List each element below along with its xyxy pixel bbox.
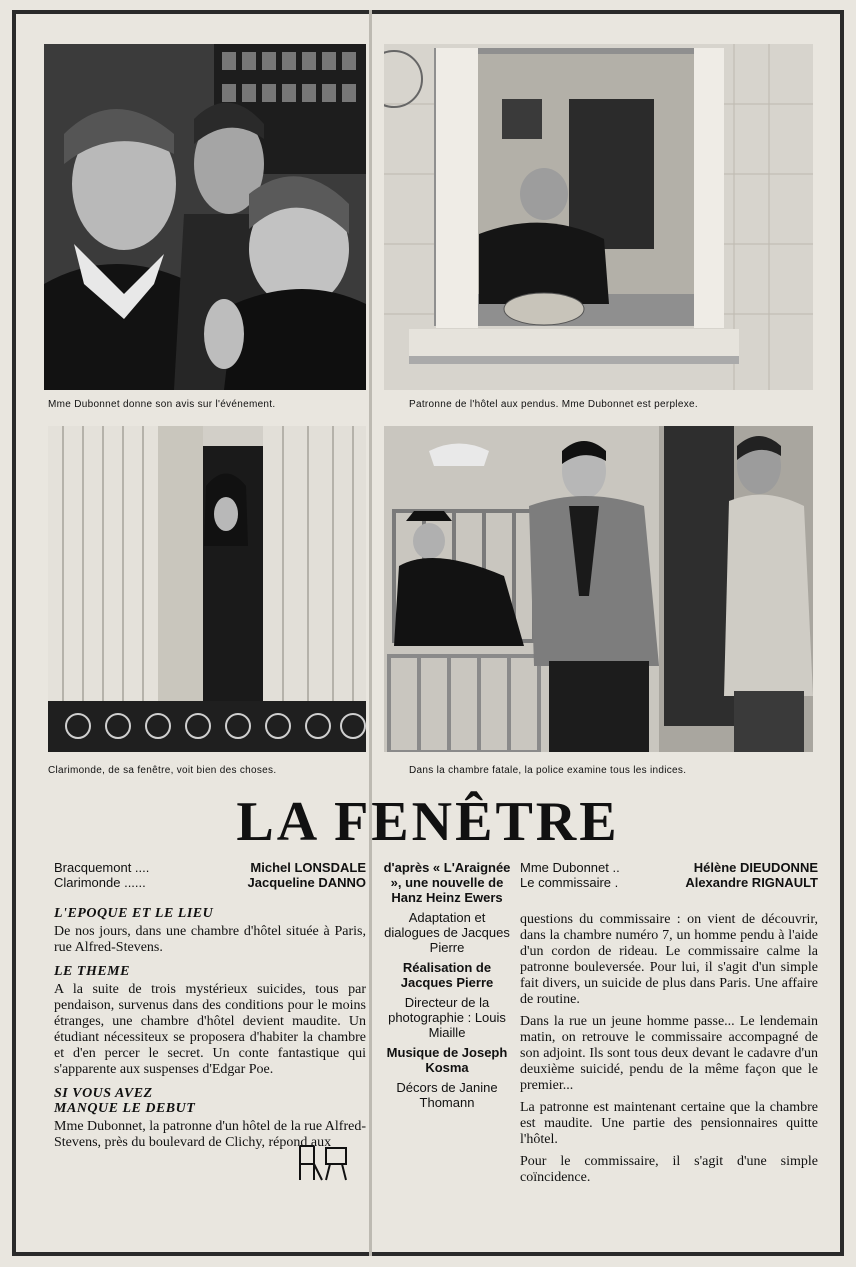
cast-row xyxy=(520,860,818,875)
cast-actor: Hélène DIEUDONNE xyxy=(693,860,818,875)
section-text: De nos jours, dans une chambre d'hôtel située à Paris, rue Alfred-Stevens. xyxy=(54,923,366,955)
photo-caption: Dans la chambre fatale, la police examine tous les indices. xyxy=(409,765,687,776)
cast-actor: Jacqueline DANNO xyxy=(247,875,366,890)
cast-row xyxy=(520,875,818,890)
cast-row xyxy=(54,875,366,890)
cast-actor: Michel LONSDALE xyxy=(250,860,366,875)
chair-icon xyxy=(296,1142,352,1182)
story-paragraph: La patronne est maintenant certaine que la chambre est maudite. Une partie des pensionnaires quitte l'hôtel. xyxy=(520,1100,818,1147)
left-column xyxy=(54,860,366,1157)
photo-caption: Clarimonde, de sa fenêtre, voit bien des choses. xyxy=(48,765,277,776)
story-paragraph: Dans la rue un jeune homme passe... Le lendemain matin, on retrouve le commissaire accompagné de son adjoint. Ils sont tous deux devant le cadavre d'un deuxième suicidé, pendu de la même façon que le premier... xyxy=(520,1014,818,1093)
photo-dubonnet-conversation xyxy=(44,44,366,390)
section-text: Mme Dubonnet, la patronne d'un hôtel de la rue Alfred-Stevens, près du boulevard de Clichy, répond aux xyxy=(54,1119,366,1151)
section-heading: LE THEME xyxy=(54,963,130,979)
credit-entry: Décors de Janine Thomann xyxy=(396,1080,498,1110)
credits-column xyxy=(380,860,514,1115)
section-text: A la suite de trois mystérieux suicides, tous par pendaison, survenus dans des conditions pour le moins étranges, une chambre d'hôtel devient maudite. Un étudiant nécessiteux se proposera d'habiter la chambre et d'en percer le secret. Un conte fantastique qui s'apparente aux suspenses d'Edgar Poe. xyxy=(54,981,366,1077)
cast-role: Clarimonde ...... xyxy=(54,875,146,890)
credit-entry: Adaptation et dialogues de Jacques Pierre xyxy=(384,910,510,955)
photo-caption: Mme Dubonnet donne son avis sur l'événement. xyxy=(48,399,276,410)
credit-entry: d'après « L'Araignée », une nouvelle de Hanz Heinz Ewers xyxy=(383,860,511,905)
section-heading-line: SI VOUS AVEZ xyxy=(54,1085,153,1101)
story-paragraph: questions du commissaire : on vient de découvrir, dans la chambre numéro 7, un homme pendu à l'aide d'un cordon de rideau. Le commissaire calme la patronne bouleversée. Pour lui, il s'agit d'un simple fait divers, un suicide de plus dans Paris. Une affaire de routine. xyxy=(520,912,818,1007)
cast-row xyxy=(54,860,366,875)
page-fold xyxy=(369,10,372,1256)
section-heading-line: MANQUE LE DEBUT xyxy=(54,1101,196,1117)
photo-police-room xyxy=(384,426,813,752)
right-column xyxy=(520,860,818,1192)
page-title: LA FENÊTRE xyxy=(236,791,620,853)
cast-role: Le commissaire . xyxy=(520,875,619,890)
credit-entry: Directeur de la photographie : Louis Miaille xyxy=(388,995,506,1040)
photo-clarimonde-window xyxy=(48,426,366,752)
credit-entry: Réalisation de Jacques Pierre xyxy=(400,960,494,990)
cast-role: Bracquemont .... xyxy=(54,860,150,875)
cast-role: Mme Dubonnet .. xyxy=(520,860,620,875)
story-paragraph: Pour le commissaire, il s'agit d'une simple coïncidence. xyxy=(520,1154,818,1185)
section-heading xyxy=(54,1086,284,1118)
photo-caption: Patronne de l'hôtel aux pendus. Mme Dubonnet est perplexe. xyxy=(409,399,698,410)
credit-entry: Musique de Joseph Kosma xyxy=(386,1045,508,1075)
section-heading: L'EPOQUE ET LE LIEU xyxy=(54,906,214,921)
photo-patronne-window xyxy=(384,44,813,390)
cast-actor: Alexandre RIGNAULT xyxy=(685,875,818,890)
